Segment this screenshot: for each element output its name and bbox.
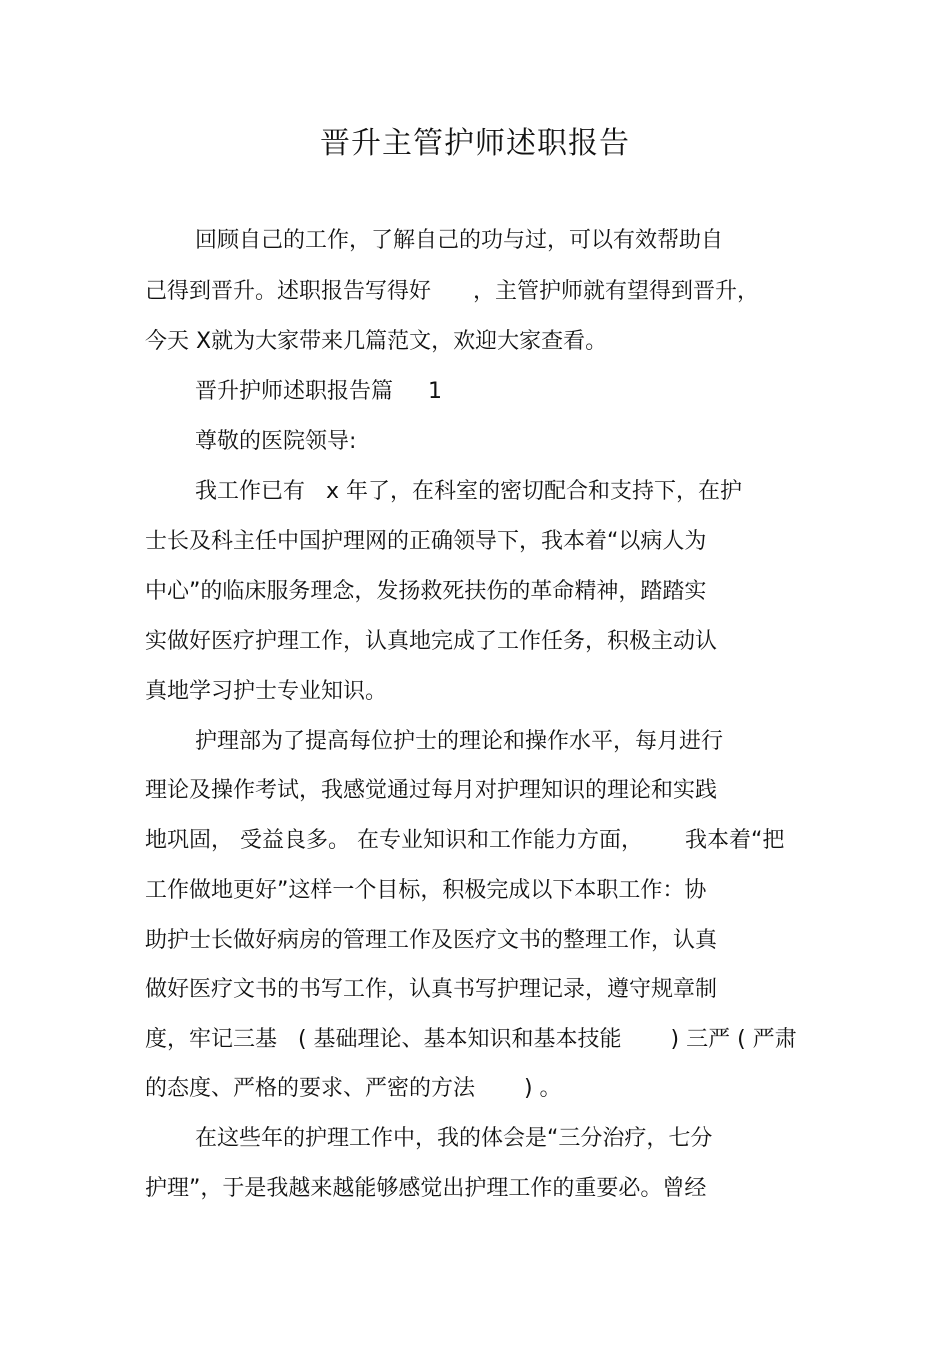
paragraph-line: 我工作已有 x 年了，在科室的密切配合和支持下，在护 bbox=[195, 479, 742, 504]
paragraph-line: 回顾自己的工作，了解自己的功与过，可以有效帮助自 bbox=[195, 228, 724, 253]
paragraph-line: 实做好医疗护理工作，认真地完成了工作任务，积极主动认 bbox=[145, 629, 718, 654]
paragraph-line: 护理部为了提高每位护士的理论和操作水平，每月进行 bbox=[195, 729, 724, 754]
paragraph-line: 的态度、严格的要求、严密的方法 ) 。 bbox=[145, 1076, 562, 1101]
salutation: 尊敬的医院领导: bbox=[195, 429, 357, 454]
paragraph-line: 做好医疗文书的书写工作，认真书写护理记录，遵守规章制 bbox=[145, 977, 718, 1002]
paragraph-line: 理论及操作考试，我感觉通过每月对护理知识的理论和实践 bbox=[145, 778, 718, 803]
paragraph-line: 助护士长做好病房的管理工作及医疗文书的整理工作，认真 bbox=[145, 928, 718, 953]
paragraph-line: 今天 X就为大家带来几篇范文，欢迎大家查看。 bbox=[145, 329, 608, 354]
paragraph-line: 士长及科主任中国护理网的正确领导下，我本着“以病人为 bbox=[145, 529, 707, 554]
paragraph-line: 真地学习护士专业知识。 bbox=[145, 679, 388, 704]
paragraph-line: 护理”，于是我越来越能够感觉出护理工作的重要必。曾经 bbox=[145, 1176, 707, 1201]
page-title: 晋升主管护师述职报告 bbox=[320, 126, 630, 161]
paragraph-line: 度，牢记三基 ( 基础理论、基本知识和基本技能 ) 三严 ( 严肃 bbox=[145, 1027, 797, 1052]
section-heading: 晋升护师述职报告篇 1 bbox=[195, 379, 442, 404]
paragraph-line: 工作做地更好”这样一个目标，积极完成以下本职工作：协 bbox=[145, 878, 707, 903]
paragraph-line: 己得到晋升。述职报告写得好 ，主管护师就有望得到晋升， bbox=[145, 279, 759, 304]
paragraph-line: 在这些年的护理工作中，我的体会是“三分治疗，七分 bbox=[195, 1126, 713, 1151]
paragraph-line: 中心”的临床服务理念，发扬救死扶伤的革命精神，踏踏实 bbox=[145, 579, 707, 604]
paragraph-line: 地巩固， 受益良多。 在专业知识和工作能力方面， 我本着“把 bbox=[145, 828, 785, 853]
